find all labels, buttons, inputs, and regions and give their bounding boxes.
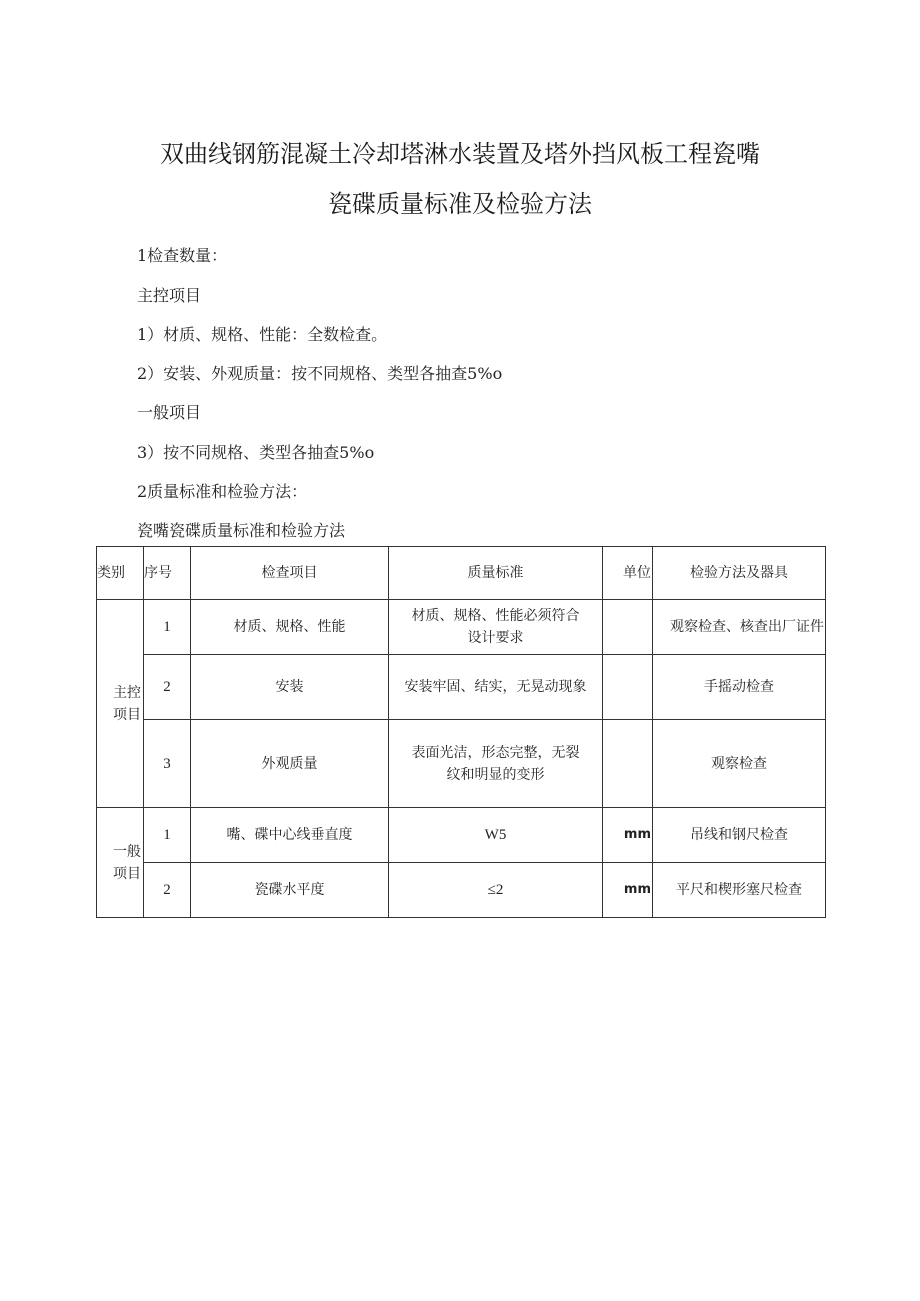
row-seq: 2 (144, 863, 191, 918)
header-item: 检查项目 (191, 547, 389, 600)
row-item: 安装 (191, 655, 389, 720)
row-method: 平尺和楔形塞尺检查 (653, 863, 826, 918)
header-seq: 序号 (144, 547, 191, 600)
table-row (97, 863, 826, 918)
document-title-line2: 瓷碟质量标准及检验方法 (328, 190, 592, 218)
row-seq: 1 (144, 808, 191, 863)
row-standard: 表面光洁，形态完整，无裂 纹和明显的变形 (389, 720, 603, 808)
category-main-control: 主控 项目 (97, 600, 144, 808)
row-standard: 安装牢固、结实，无晃动现象 (389, 655, 603, 720)
row-standard: 材质、规格、性能必须符合 设计要求 (389, 600, 603, 655)
row-item: 嘴、碟中心线垂直度 (191, 808, 389, 863)
table-header-row (97, 547, 826, 600)
paragraph-item-1: 1）材质、规格、性能：全数检查。 (137, 325, 388, 344)
row-unit (603, 720, 653, 808)
row-method: 观察检查 (653, 720, 826, 808)
row-unit: mm (603, 863, 653, 918)
table-row (97, 655, 826, 720)
category-general: 一般 项目 (97, 808, 144, 918)
row-method: 观察检查、核查出厂证件 (653, 600, 826, 655)
paragraph-inspection-quantity: 1检查数量： (137, 246, 228, 265)
table-row (97, 808, 826, 863)
paragraph-quality-standard: 2质量标准和检验方法： (137, 482, 308, 501)
row-unit (603, 600, 653, 655)
row-unit (603, 655, 653, 720)
quality-standard-table (96, 546, 826, 918)
row-item: 材质、规格、性能 (191, 600, 389, 655)
header-unit: 单位 (603, 547, 653, 600)
row-unit: mm (603, 808, 653, 863)
table-row (97, 720, 826, 808)
row-method: 手摇动检查 (653, 655, 826, 720)
header-standard: 质量标准 (389, 547, 603, 600)
row-standard: ≤2 (389, 863, 603, 918)
paragraph-table-caption: 瓷嘴瓷碟质量标准和检验方法 (137, 521, 346, 540)
row-seq: 1 (144, 600, 191, 655)
row-item: 瓷碟水平度 (191, 863, 389, 918)
document-title-line1: 双曲线钢筋混凝土冷却塔淋水装置及塔外挡风板工程瓷嘴 (160, 140, 760, 168)
row-method: 吊线和钢尺检查 (653, 808, 826, 863)
row-seq: 3 (144, 720, 191, 808)
row-standard: W5 (389, 808, 603, 863)
paragraph-item-3: 3）按不同规格、类型各抽查5%o (137, 443, 375, 462)
paragraph-item-2: 2）安装、外观质量：按不同规格、类型各抽查5%o (137, 364, 503, 383)
table-row (97, 600, 826, 655)
paragraph-main-control: 主控项目 (137, 286, 202, 305)
row-item: 外观质量 (191, 720, 389, 808)
header-method: 检验方法及器具 (653, 547, 826, 600)
header-category: 类别 (97, 547, 144, 600)
row-seq: 2 (144, 655, 191, 720)
paragraph-general: 一般项目 (137, 403, 202, 422)
